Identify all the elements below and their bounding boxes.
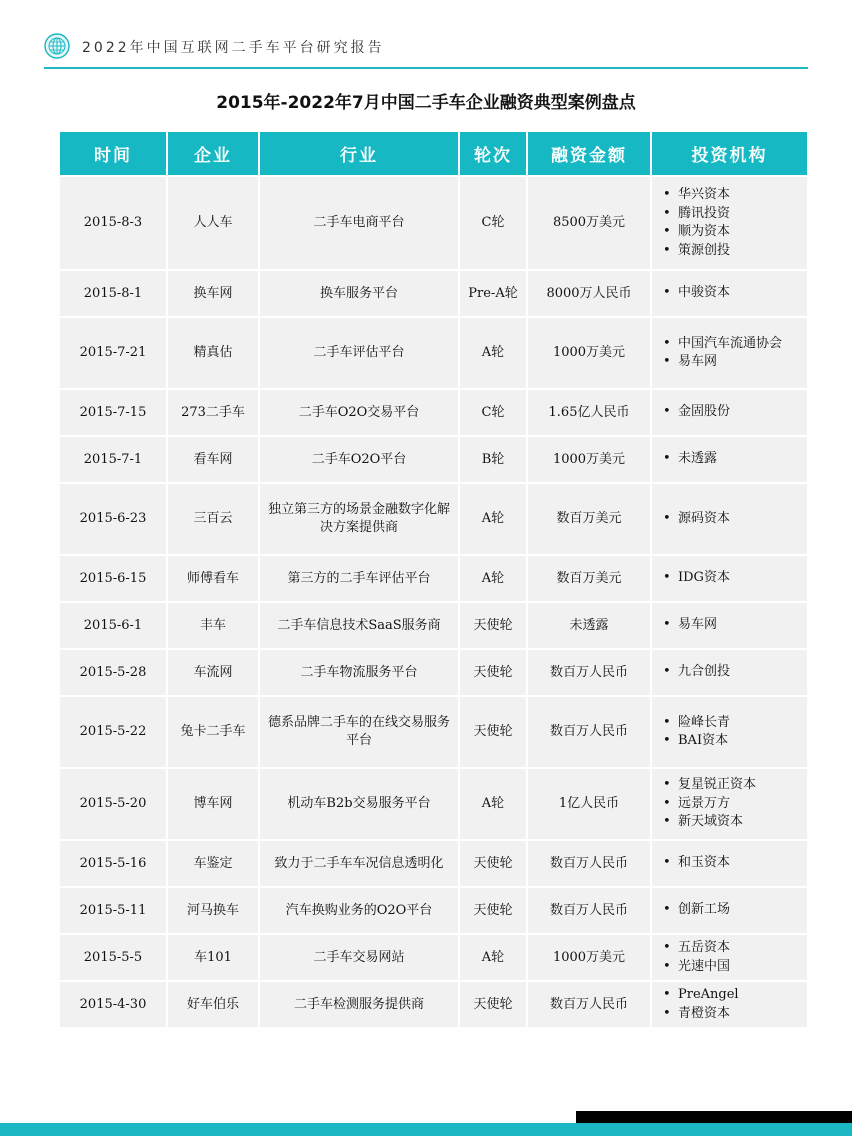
- investor-item: • 九合创投: [660, 663, 804, 682]
- investor-list: [660, 901, 804, 920]
- footer-bar-black: [576, 1111, 852, 1123]
- cell-round: C轮: [460, 390, 526, 435]
- cell-company: 三百云: [168, 484, 258, 554]
- col-header-company: 企业: [168, 132, 258, 175]
- col-header-date: 时间: [60, 132, 166, 175]
- cell-amount: 1000万美元: [528, 318, 650, 388]
- cell-industry: 二手车评估平台: [260, 318, 458, 388]
- cell-company: 师傅看车: [168, 556, 258, 601]
- cell-investors: [652, 935, 807, 980]
- cell-date: 2015-8-1: [60, 271, 166, 316]
- cell-industry: 二手车检测服务提供商: [260, 982, 458, 1027]
- table-title: 2015年-2022年7月中国二手车企业融资典型案例盘点: [216, 93, 636, 113]
- cell-investors: [652, 841, 807, 886]
- cell-company: 看车网: [168, 437, 258, 482]
- cell-company: 博车网: [168, 769, 258, 839]
- investor-item: • 中骏资本: [660, 284, 804, 303]
- investor-list: [660, 939, 804, 976]
- cell-date: 2015-5-5: [60, 935, 166, 980]
- financing-table: [58, 130, 809, 1029]
- cell-industry: 二手车物流服务平台: [260, 650, 458, 695]
- cell-investors: [652, 437, 807, 482]
- col-header-round: 轮次: [460, 132, 526, 175]
- table-row: [60, 650, 807, 695]
- investor-list: [660, 854, 804, 873]
- investor-item: • 源码资本: [660, 510, 804, 529]
- cell-date: 2015-6-23: [60, 484, 166, 554]
- table-row: [60, 841, 807, 886]
- table-row: [60, 603, 807, 648]
- investor-item: • 青橙资本: [660, 1005, 804, 1024]
- cell-date: 2015-7-1: [60, 437, 166, 482]
- cell-industry: 独立第三方的场景金融数字化解决方案提供商: [260, 484, 458, 554]
- investor-list: [660, 714, 804, 751]
- table-header-row: [60, 132, 807, 175]
- investor-item: • IDG资本: [660, 569, 804, 588]
- investor-item: • PreAngel: [660, 986, 804, 1005]
- cell-date: 2015-5-16: [60, 841, 166, 886]
- cell-company: 换车网: [168, 271, 258, 316]
- cell-company: 丰车: [168, 603, 258, 648]
- investor-list: [660, 450, 804, 469]
- cell-industry: 致力于二手车车况信息透明化: [260, 841, 458, 886]
- investor-list: [660, 510, 804, 529]
- report-title: 2022年中国互联网二手车平台研究报告: [82, 40, 385, 56]
- cell-date: 2015-6-1: [60, 603, 166, 648]
- cell-round: 天使轮: [460, 982, 526, 1027]
- investor-list: [660, 403, 804, 422]
- investor-list: [660, 186, 804, 260]
- cell-company: 兔卡二手车: [168, 697, 258, 767]
- footer-bar-teal: [0, 1123, 852, 1136]
- cell-investors: [652, 603, 807, 648]
- table-row: [60, 935, 807, 980]
- investor-item: • 华兴资本: [660, 186, 804, 205]
- investor-item: • 金固股份: [660, 403, 804, 422]
- cell-amount: 1000万美元: [528, 935, 650, 980]
- cell-industry: 德系品牌二手车的在线交易服务平台: [260, 697, 458, 767]
- cell-amount: 数百万人民币: [528, 697, 650, 767]
- cell-round: 天使轮: [460, 888, 526, 933]
- table-row: [60, 318, 807, 388]
- cell-round: A轮: [460, 484, 526, 554]
- cell-industry: 第三方的二手车评估平台: [260, 556, 458, 601]
- cell-amount: 数百万美元: [528, 484, 650, 554]
- cell-company: 好车伯乐: [168, 982, 258, 1027]
- investor-list: [660, 616, 804, 635]
- cell-round: Pre-A轮: [460, 271, 526, 316]
- col-header-investors: 投资机构: [652, 132, 807, 175]
- cell-investors: [652, 318, 807, 388]
- cell-investors: [652, 390, 807, 435]
- cell-amount: 数百万美元: [528, 556, 650, 601]
- investor-item: • BAI资本: [660, 732, 804, 751]
- investor-list: [660, 986, 804, 1023]
- cell-investors: [652, 650, 807, 695]
- globe-logo-icon: [44, 33, 70, 59]
- page-header: [44, 33, 808, 63]
- cell-amount: 1000万美元: [528, 437, 650, 482]
- cell-round: A轮: [460, 556, 526, 601]
- cell-round: C轮: [460, 177, 526, 269]
- investor-list: [660, 663, 804, 682]
- cell-round: 天使轮: [460, 650, 526, 695]
- investor-item: • 顺为资本: [660, 223, 804, 242]
- cell-round: A轮: [460, 318, 526, 388]
- cell-company: 人人车: [168, 177, 258, 269]
- investor-item: • 远景万方: [660, 795, 804, 814]
- cell-investors: [652, 888, 807, 933]
- cell-industry: 二手车O2O平台: [260, 437, 458, 482]
- cell-investors: [652, 769, 807, 839]
- cell-amount: 1亿人民币: [528, 769, 650, 839]
- investor-item: • 策源创投: [660, 242, 804, 261]
- investor-item: • 未透露: [660, 450, 804, 469]
- table-row: [60, 982, 807, 1027]
- cell-industry: 换车服务平台: [260, 271, 458, 316]
- cell-company: 车流网: [168, 650, 258, 695]
- cell-company: 河马换车: [168, 888, 258, 933]
- col-header-industry: 行业: [260, 132, 458, 175]
- investor-item: • 和玉资本: [660, 854, 804, 873]
- cell-amount: 数百万人民币: [528, 888, 650, 933]
- table-row: [60, 390, 807, 435]
- cell-industry: 二手车交易网站: [260, 935, 458, 980]
- investor-list: [660, 335, 804, 372]
- investor-item: • 腾讯投资: [660, 205, 804, 224]
- cell-amount: 8000万人民币: [528, 271, 650, 316]
- cell-date: 2015-8-3: [60, 177, 166, 269]
- cell-date: 2015-7-21: [60, 318, 166, 388]
- cell-company: 273二手车: [168, 390, 258, 435]
- cell-amount: 数百万人民币: [528, 982, 650, 1027]
- cell-date: 2015-5-11: [60, 888, 166, 933]
- cell-date: 2015-5-22: [60, 697, 166, 767]
- table-row: [60, 556, 807, 601]
- cell-round: A轮: [460, 769, 526, 839]
- investor-item: • 创新工场: [660, 901, 804, 920]
- cell-amount: 1.65亿人民币: [528, 390, 650, 435]
- investor-item: • 易车网: [660, 616, 804, 635]
- cell-amount: 数百万人民币: [528, 650, 650, 695]
- cell-investors: [652, 177, 807, 269]
- cell-industry: 汽车换购业务的O2O平台: [260, 888, 458, 933]
- table-row: [60, 484, 807, 554]
- investor-list: [660, 776, 804, 832]
- cell-date: 2015-4-30: [60, 982, 166, 1027]
- table-row: [60, 769, 807, 839]
- cell-industry: 二手车信息技术SaaS服务商: [260, 603, 458, 648]
- investor-item: • 复星锐正资本: [660, 776, 804, 795]
- col-header-amount: 融资金额: [528, 132, 650, 175]
- table-row: [60, 437, 807, 482]
- cell-date: 2015-7-15: [60, 390, 166, 435]
- cell-amount: 未透露: [528, 603, 650, 648]
- investor-item: • 五岳资本: [660, 939, 804, 958]
- cell-date: 2015-5-28: [60, 650, 166, 695]
- cell-round: 天使轮: [460, 841, 526, 886]
- cell-company: 车101: [168, 935, 258, 980]
- cell-investors: [652, 697, 807, 767]
- table-row: [60, 177, 807, 269]
- cell-industry: 机动车B2b交易服务平台: [260, 769, 458, 839]
- cell-industry: 二手车O2O交易平台: [260, 390, 458, 435]
- cell-investors: [652, 271, 807, 316]
- investor-item: • 易车网: [660, 353, 804, 372]
- cell-amount: 8500万美元: [528, 177, 650, 269]
- cell-amount: 数百万人民币: [528, 841, 650, 886]
- investor-item: • 中国汽车流通协会: [660, 335, 804, 354]
- investor-item: • 光速中国: [660, 958, 804, 977]
- cell-round: B轮: [460, 437, 526, 482]
- cell-date: 2015-5-20: [60, 769, 166, 839]
- cell-round: 天使轮: [460, 697, 526, 767]
- cell-industry: 二手车电商平台: [260, 177, 458, 269]
- table-row: [60, 697, 807, 767]
- cell-date: 2015-6-15: [60, 556, 166, 601]
- cell-investors: [652, 556, 807, 601]
- table-row: [60, 271, 807, 316]
- cell-company: 精真估: [168, 318, 258, 388]
- investor-item: • 险峰长青: [660, 714, 804, 733]
- cell-company: 车鉴定: [168, 841, 258, 886]
- investor-list: [660, 284, 804, 303]
- cell-investors: [652, 982, 807, 1027]
- header-divider: [44, 67, 808, 69]
- cell-round: 天使轮: [460, 603, 526, 648]
- cell-round: A轮: [460, 935, 526, 980]
- table-row: [60, 888, 807, 933]
- investor-item: • 新天域资本: [660, 813, 804, 832]
- cell-investors: [652, 484, 807, 554]
- investor-list: [660, 569, 804, 588]
- table-body: [60, 177, 807, 1027]
